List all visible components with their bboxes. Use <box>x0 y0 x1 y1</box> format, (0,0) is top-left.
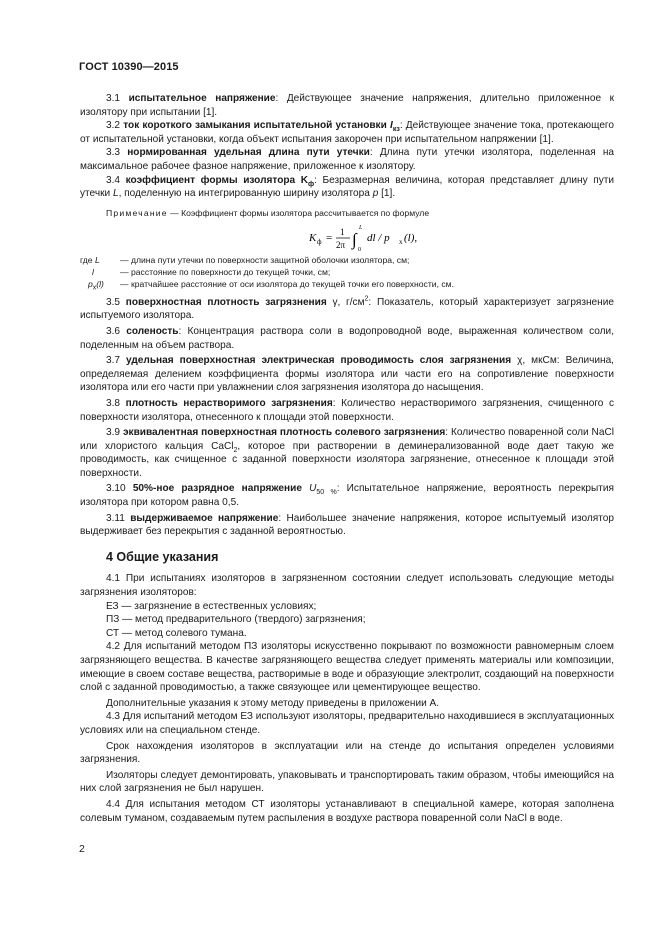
term-3-6: 3.6 соленость: Концентрация раствора соли в водопроводной воде, выраженная количеством соли, поделенным на объем раствора. <box>80 325 614 351</box>
formula-den: 2π <box>336 239 346 250</box>
shape-factor-formula <box>307 222 447 252</box>
formula <box>140 222 614 252</box>
formula-arg: (l), <box>404 231 418 244</box>
page-number: 2 <box>79 843 85 855</box>
para-4-4: 4.4 Для испытания методом СТ изоляторы устанавливают в специальной камере, которая заполнена солевым туманом, создаваемым путем распыления в воздухе раствора поваренной соли NaCl в воде. <box>80 798 614 824</box>
method-item: ЕЗ — загрязнение в естественных условиях; <box>106 600 317 612</box>
term-3-10: 3.10 50%-ное разрядное напряжение $U_{50 \%}$: Испытательное напряжение, вероятность перекрытия изолятора при котором равна 0,5. <box>80 483 614 509</box>
formula-eq: = <box>326 231 333 244</box>
formula-lower: 0 <box>358 246 361 252</box>
para-4-2: 4.2 Для испытаний методом ПЗ изоляторы искусственно покрывают по возможности равномерным слоем загрязняющего вещества. В качестве загрязняющего вещества следует применять материалы или композиции, имеющие в своем составе вещества, растворимые в воде и образующие электролит, создающий на поверхности слой с заданной проводимостью, а также связующее или цементирующее вещество. <box>80 641 614 694</box>
para-4-3: 4.3 Для испытаний методом ЕЗ используют изоляторы, предварительно находившиеся в эксплуатационных условиях или на специальном стенде. <box>80 711 614 736</box>
formula-lhs-sub: ф <box>317 237 322 246</box>
section-4-title: 4 Общие указания <box>106 549 219 564</box>
term-3-1: 3.1 испытательное напряжение: Действующее значение напряжения, длительно приложенное к изолятору при испытании [1]. <box>80 93 614 118</box>
term-3-4: 3.4 коэффициент формы изолятора $K_ф$: Безразмерная величина, которая представляет длину пути утечки L, поделенную на интегрированную ширину изолятора p [1]. <box>80 174 614 200</box>
document-body <box>80 92 614 825</box>
para-4-1: 4.1 При испытаниях изоляторов в загрязненном состоянии следует использовать следующие методы загрязнения изоляторов: <box>80 573 614 599</box>
term-3-9: 3.9 эквивалентная поверхностная плотность солевого загрязнения: Количество поваренной соли NaCl или хлористого кальция CaCl$_2$, которое при растворении в деминерализованной воде дает такую же проводимость, как счищенное с заданной поверхности изолятора загрязнение, отнесенное к площади этой поверхности. <box>80 427 614 479</box>
formula-lhs: K <box>309 231 317 244</box>
note <box>80 207 614 219</box>
formula-num: 1 <box>340 226 345 237</box>
note-label: Примечание <box>106 207 168 218</box>
term-3-8: 3.8 плотность нерастворимого загрязнения: Количество нерастворимого загрязнения, счищенного с поверхности изолятора, отнесенного к площади этой поверхности. <box>80 397 615 423</box>
formula-integrand-sub: x <box>399 237 403 246</box>
where-row: l — расстояние по поверхности до текущей точки, см; <box>92 266 331 277</box>
term-3-7: 3.7 удельная поверхностная электрическая проводимость слоя загрязнения χ, мкСм: Величина, определяемая делением коэффициента формы изолятора или части его на сопротивление поверхности изолятора или его части при увлажнении слоя загрязнения изолятора до насыщения. <box>80 355 614 394</box>
para-4-3-c: Изоляторы следует демонтировать, упаковывать и транспортировать таким образом, чтобы имеющийся на них слой загрязнения не был нарушен. <box>80 769 614 795</box>
method-item: СТ — метод солевого тумана. <box>106 627 247 639</box>
para-4-3-b: Срок нахождения изоляторов в эксплуатации или на стенде до испытания определен условиями загрязнения. <box>80 740 614 766</box>
note-text: — Коэффициент формы изолятора рассчитывается по формуле <box>170 207 430 218</box>
term-3-3: 3.3 нормированная удельная длина пути утечки: Длина пути утечки изолятора, поделенная на максимальное рабочее фазное напряжение, приложенное к изолятору. <box>80 147 615 172</box>
term-3-11: 3.11 выдерживаемое напряжение: Наибольшее значение напряжения, которое испытуемый изолятор выдерживает без перекрытия с заданной вероятностью. <box>80 512 615 538</box>
method-item: ПЗ — метод предварительного (твердого) загрязнения; <box>106 614 366 626</box>
document-header: ГОСТ 10390—2015 <box>79 61 179 73</box>
where-row: где L — длина пути утечки по поверхности защитной оболочки изолятора, см; <box>80 254 410 265</box>
formula-upper: L <box>359 224 363 231</box>
where-block <box>80 254 614 290</box>
term-3-5: 3.5 поверхностная плотность загрязнения γ, $г/см^2$: Показатель, который характеризует загрязнение испытуемого изолятора. <box>80 295 614 322</box>
term-3-2: 3.2 ток короткого замыкания испытательной установки $I_{кз}$: Действующее значение тока, протекающего от испытательной установки, когда объект испытания закорочен при испытательном напряжении [1]. <box>80 120 615 145</box>
integral-sign: ∫ <box>352 229 357 249</box>
para-4-2-note: Дополнительные указания к этому методу приведены в приложении А. <box>106 697 440 709</box>
formula-integrand: dl / p <box>367 231 390 244</box>
where-row: $p_x(l)$ — кратчайшее расстояние от оси изолятора до текущей точки его поверхности, см. <box>88 278 454 292</box>
